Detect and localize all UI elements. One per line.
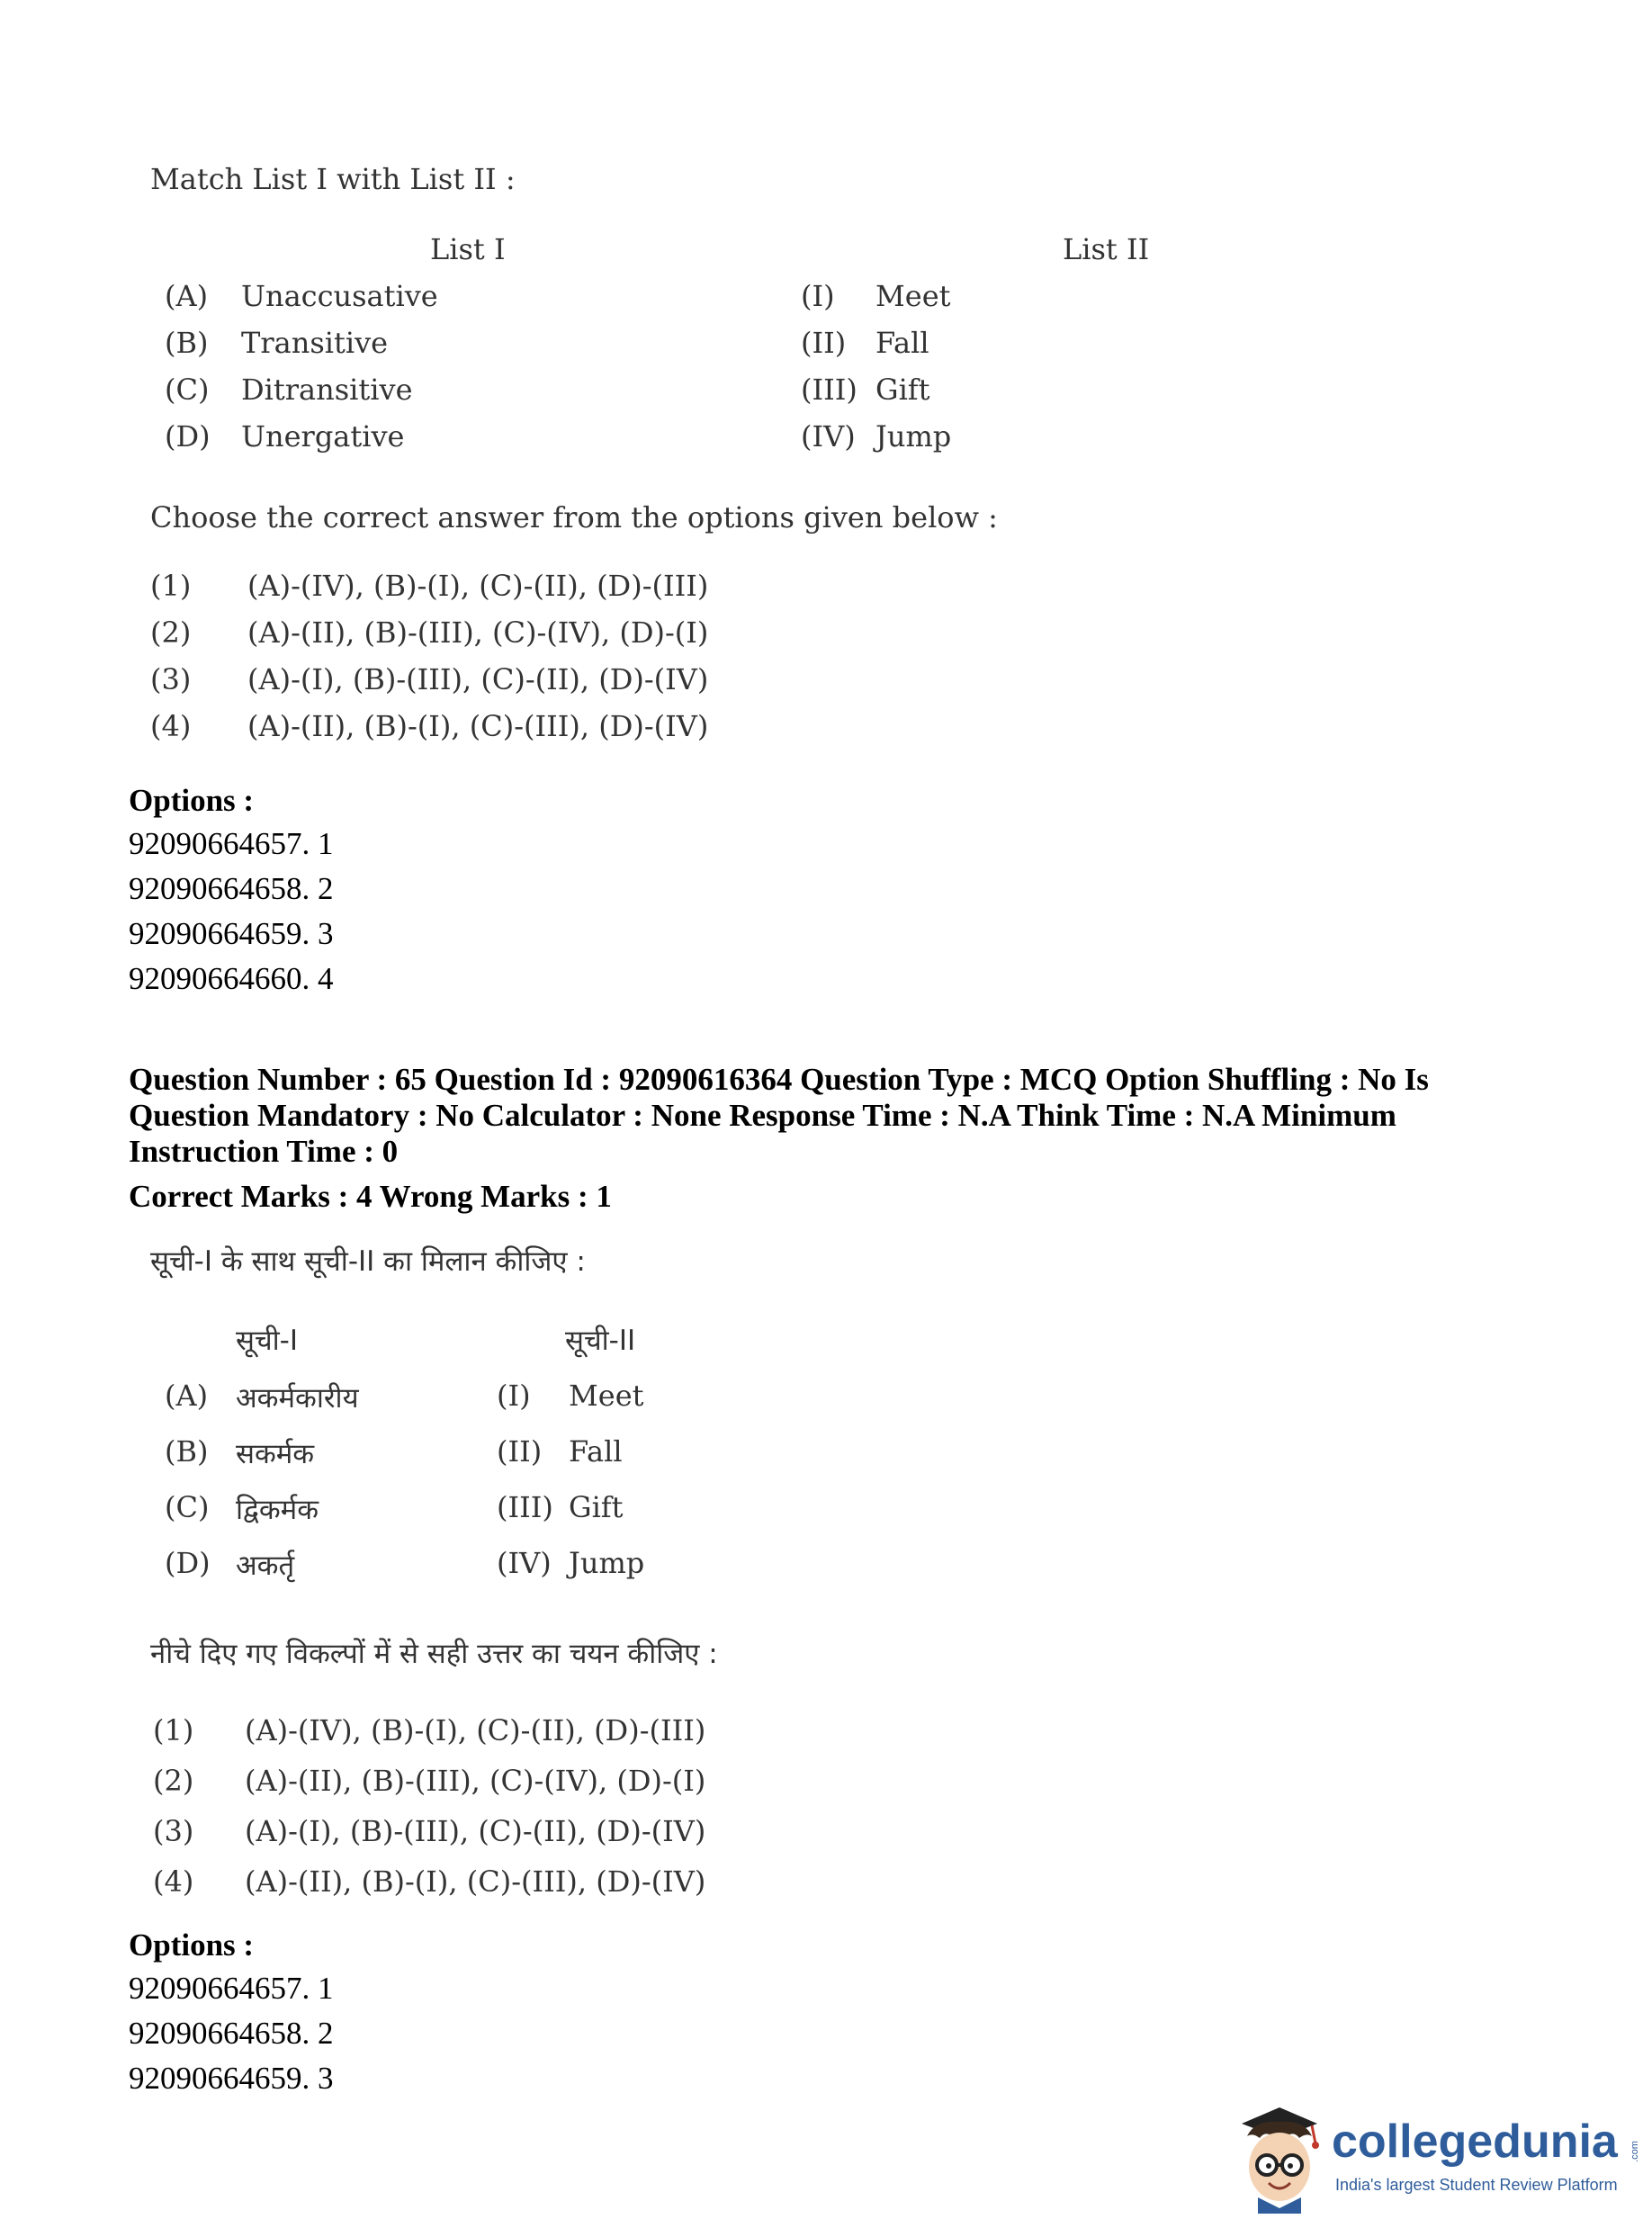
q65-list2-label: (IV) [497, 1546, 552, 1580]
q64-list1-item: Transitive [241, 326, 389, 360]
q65-choice-text: (A)-(I), (B)-(III), (C)-(II), (D)-(IV) [245, 1814, 706, 1848]
q64-choice-text: (A)-(II), (B)-(III), (C)-(IV), (D)-(I) [247, 615, 709, 650]
q65-meta-line: Instruction Time : 0 [129, 1134, 399, 1169]
q65-options-heading: Options : [129, 1927, 255, 1963]
q65-choice-text: (A)-(II), (B)-(III), (C)-(IV), (D)-(I) [245, 1764, 706, 1798]
q64-instruction: Match List I with List II : [150, 162, 516, 196]
q65-choice-num: (4) [153, 1864, 194, 1899]
brand-name: collegedunia [1332, 2116, 1618, 2168]
brand-suffix: .com [1629, 2141, 1640, 2162]
q65-list1-item: द्विकर्मक [236, 1494, 319, 1526]
q64-list1-item: Ditransitive [241, 373, 413, 407]
q64-list1-heading: List I [430, 232, 506, 266]
q65-list1-label: (C) [165, 1490, 210, 1524]
q65-list1-item: सकर्मक [236, 1438, 315, 1470]
mascot-icon [1224, 2097, 1332, 2214]
q65-choice-num: (3) [153, 1814, 194, 1848]
q64-choice-num: (2) [150, 615, 192, 650]
q64-list1-label: (B) [165, 326, 209, 360]
q65-choose-text: नीचे दिए गए विकल्पों में से सही उत्तर का चयन कीजिए : [150, 1638, 718, 1670]
q65-list2-item: Meet [569, 1379, 644, 1413]
q64-list1-label: (C) [165, 373, 210, 407]
q64-choice-text: (A)-(II), (B)-(I), (C)-(III), (D)-(IV) [247, 709, 709, 743]
q64-list2-label: (III) [801, 373, 857, 407]
q64-option: 92090664657. 1 [129, 826, 334, 861]
q64-choice-num: (1) [150, 569, 192, 603]
q64-list2-item: Jump [875, 419, 952, 454]
q65-list1-item: अकर्मकारीय [236, 1382, 359, 1415]
q64-choice-num: (4) [150, 709, 192, 743]
q64-choose-text: Choose the correct answer from the options given below : [150, 500, 998, 535]
q64-list1-label: (D) [165, 419, 211, 454]
q65-instruction: सूची-I के साथ सूची-II का मिलान कीजिए : [150, 1245, 586, 1278]
q65-list2-label: (I) [497, 1379, 531, 1413]
q64-list1-item: Unaccusative [241, 279, 438, 313]
q65-meta-line: Question Number : 65 Question Id : 92090616364 Question Type : MCQ Option Shuffling : No Is [129, 1062, 1429, 1097]
q64-list2-item: Meet [875, 279, 951, 313]
q65-list1-label: (D) [165, 1546, 211, 1580]
q64-choice-num: (3) [150, 662, 192, 696]
q64-list2-label: (IV) [801, 419, 856, 454]
q64-option: 92090664658. 2 [129, 871, 334, 906]
q65-list1-heading: सूची-I [236, 1325, 298, 1357]
q65-option: 92090664659. 3 [129, 2061, 334, 2096]
q65-choice-text: (A)-(IV), (B)-(I), (C)-(II), (D)-(III) [245, 1713, 706, 1747]
q65-list2-label: (III) [497, 1490, 553, 1524]
q64-list2-item: Gift [875, 373, 930, 407]
q65-list2-item: Jump [569, 1546, 645, 1580]
q65-list2-item: Fall [569, 1434, 623, 1469]
q65-option: 92090664658. 2 [129, 2016, 334, 2051]
q65-list2-item: Gift [569, 1490, 624, 1524]
q65-option: 92090664657. 1 [129, 1971, 334, 2006]
q65-list1-label: (B) [165, 1434, 209, 1469]
q65-choice-num: (2) [153, 1764, 194, 1798]
q64-choice-text: (A)-(I), (B)-(III), (C)-(II), (D)-(IV) [247, 662, 709, 696]
q64-option: 92090664659. 3 [129, 916, 334, 951]
brand-tagline: India's largest Student Review Platform [1335, 2176, 1618, 2194]
q64-list2-item: Fall [875, 326, 929, 360]
q65-list1-item: अकर्तृ [236, 1550, 295, 1582]
q65-list2-heading: सूची-II [565, 1325, 636, 1357]
q64-list2-heading: List II [1063, 232, 1150, 266]
q64-choice-text: (A)-(IV), (B)-(I), (C)-(II), (D)-(III) [247, 569, 709, 603]
q65-marks: Correct Marks : 4 Wrong Marks : 1 [129, 1179, 612, 1214]
q65-meta-line: Question Mandatory : No Calculator : None Response Time : N.A Think Time : N.A Minimum [129, 1098, 1396, 1133]
q64-options-heading: Options : [129, 783, 255, 818]
q64-option: 92090664660. 4 [129, 961, 334, 996]
q65-list1-label: (A) [165, 1379, 209, 1413]
collegedunia-watermark [1224, 2097, 1638, 2214]
q64-list2-label: (II) [801, 326, 847, 360]
q65-choice-num: (1) [153, 1713, 194, 1747]
q64-list1-label: (A) [165, 279, 209, 313]
q65-list2-label: (II) [497, 1434, 543, 1469]
q64-list1-item: Unergative [241, 419, 405, 454]
q64-list2-label: (I) [801, 279, 835, 313]
q65-choice-text: (A)-(II), (B)-(I), (C)-(III), (D)-(IV) [245, 1864, 706, 1899]
